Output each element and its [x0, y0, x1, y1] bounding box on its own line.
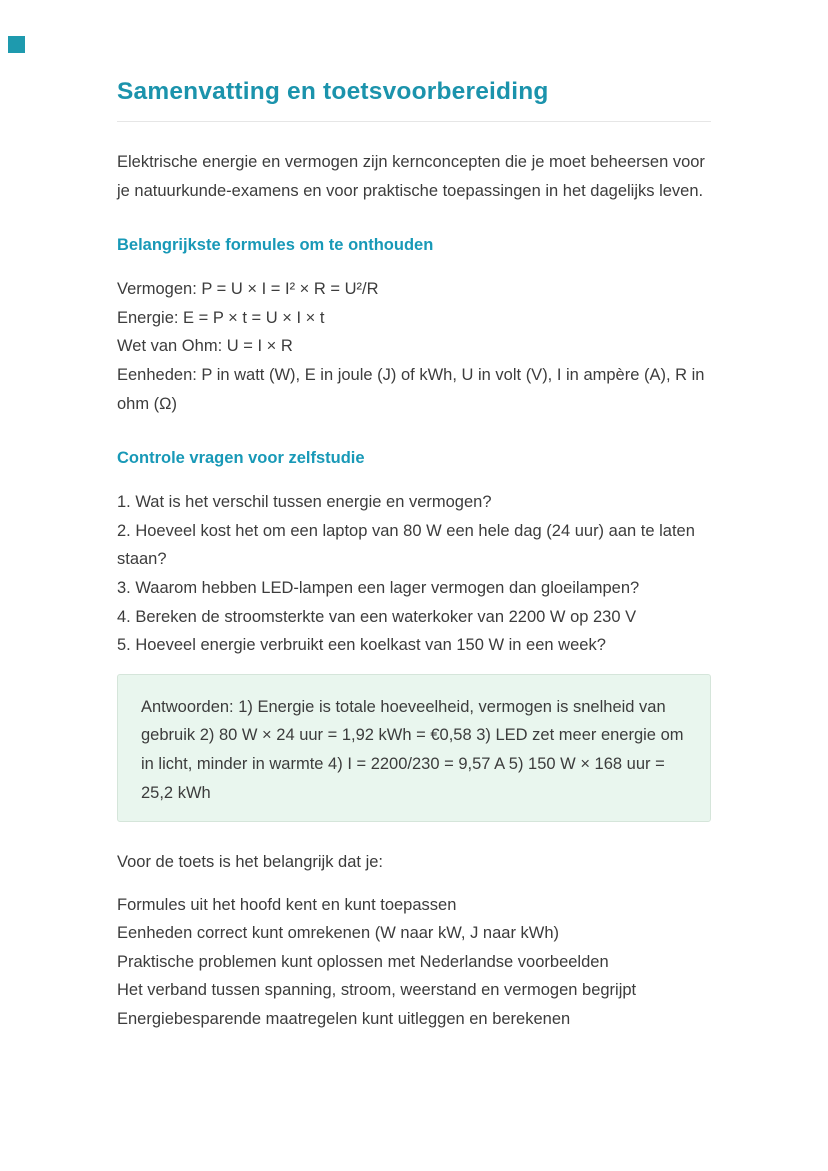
exam-intro-paragraph: Voor de toets is het belangrijk dat je:: [117, 853, 383, 872]
exam-point-3: Praktische problemen kunt oplossen met Nederlandse voorbeelden: [117, 952, 609, 971]
formula-line-energy: Energie: E = P × t = U × I × t: [117, 308, 325, 327]
exam-point-4: Het verband tussen spanning, stroom, weerstand en vermogen begrijpt: [117, 981, 637, 1000]
formula-line-ohm: Wet van Ohm: U = I × R: [117, 337, 293, 356]
intro-paragraph: Elektrische energie en vermogen zijn kernconcepten die je moet beheersen voor je natuurkunde-examens en voor praktische toepassingen in het dagelijks leven.: [117, 153, 705, 200]
formula-line-power: Vermogen: P = U × I = I² × R = U²/R: [117, 280, 379, 299]
question-item-4: 4. Bereken de stroomsterkte van een waterkoker van 2200 W op 230 V: [117, 607, 637, 626]
questions-heading: Controle vragen voor zelfstudie: [117, 449, 365, 468]
answers-text: Antwoorden: 1) Energie is totale hoeveelheid, vermogen is snelheid van gebruik 2) 80 W × 24 uur = 1,92 kWh = €0,58 3) LED zet meer energie om in licht, minder in warmte 4) I = 2200/230 = 9,57 A 5) 150 W × 168 uur = 25,2 kWh: [141, 697, 684, 802]
question-item-2: 2. Hoeveel kost het om een laptop van 80 W een hele dag (24 uur) aan te laten staan?: [117, 521, 695, 569]
exam-point-1: Formules uit het hoofd kent en kunt toepassen: [117, 895, 457, 914]
page-title: Samenvatting en toetsvoorbereiding: [117, 78, 549, 105]
questions-list: [117, 488, 711, 660]
formulas-list: [117, 275, 711, 418]
exam-points-list: [117, 891, 711, 1034]
exam-point-2: Eenheden correct kunt omrekenen (W naar kW, J naar kWh): [117, 924, 560, 943]
answers-box: [117, 674, 711, 822]
corner-accent-square: [8, 36, 25, 53]
formulas-heading: Belangrijkste formules om te onthouden: [117, 236, 434, 255]
question-item-3: 3. Waarom hebben LED-lampen een lager vermogen dan gloeilampen?: [117, 578, 640, 597]
formula-line-units: Eenheden: P in watt (W), E in joule (J) of kWh, U in volt (V), I in ampère (A), R in ohm (Ω): [117, 365, 705, 413]
exam-point-5: Energiebesparende maatregelen kunt uitleggen en berekenen: [117, 1010, 571, 1029]
question-item-5: 5. Hoeveel energie verbruikt een koelkast van 150 W in een week?: [117, 636, 606, 655]
document-content: [117, 0, 711, 1034]
question-item-1: 1. Wat is het verschil tussen energie en vermogen?: [117, 493, 492, 512]
title-divider: [117, 121, 711, 122]
